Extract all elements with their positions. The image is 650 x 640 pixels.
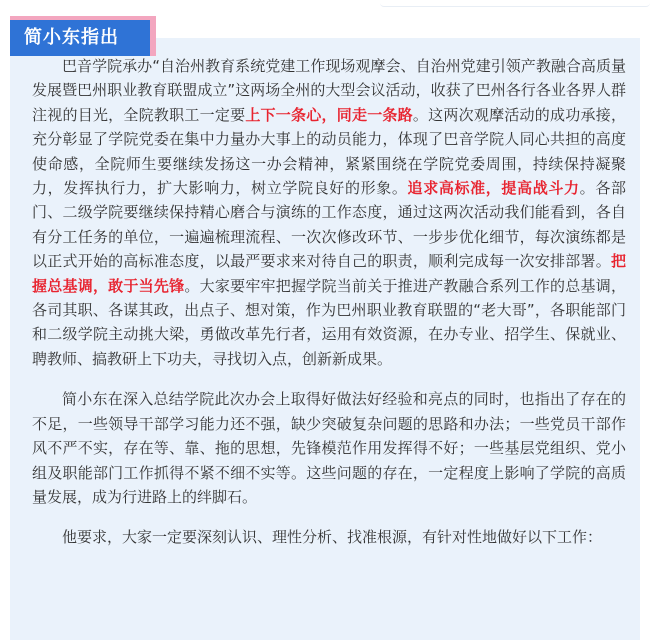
highlight-phrase-3: 把握总基调，敢于当先锋	[32, 252, 626, 295]
top-decoration-bar	[380, 0, 650, 7]
highlight-phrase-2: 追求高标准，提高战斗力	[407, 179, 580, 198]
article-panel	[10, 38, 640, 640]
section-tag-label: 简小东指出	[10, 20, 150, 56]
article-paragraph-2: 简小东在深入总结学院此次办会上取得好做法好经验和亮点的同时，也指出了存在的不足，一些领导干部学习能力还不强，缺少突破复杂问题的思路和办法；一些党员干部作风不严不实，存在等、靠、拖的思想，先锋模范作用发挥得不好；一些基层党组织、党小组及职能部门工作抓得不紧不细不实等。这些问题的存在，一定程度上影响了学院的高质量发展，成为行进路上的绊脚石。	[32, 390, 626, 506]
paragraph-text: 。大家要牢牢把握学院当前关于推进产教融合系列工作的总基调，各司其职、各谋其政，出点子、想对策，作为巴州职业教育联盟的“老大哥”，各职能部门和二级学院主动挑大梁，勇做改革先行者，运用有效资源，在办专业、招学生、保就业、聘教师、搞教研上下功夫，寻找切入点，创新新成果。	[32, 276, 626, 368]
paragraph-text: 。各部门、二级学院要继续保持精心磨合与演练的工作态度，通过这两次活动我们能看到，各自有分工任务的单位，一遍遍梳理流程、一次次修改环节、一步步优化细节，每次演练都是以正式开始的高标准态度，以最严要求来对待自己的职责，顺利完成每一次安排部署。	[32, 179, 626, 271]
paragraph-text: 巴音学院承办“自治州教育系统党建工作现场观摩会、自治州党建引领产教融合高质量发展暨巴州职业教育联盟成立”这两场全州的大型会议活动，收获了巴州各行各业各界人群注视的目光，全院教职工一定要	[32, 57, 626, 124]
article-paragraph-3: 他要求，大家一定要深刻认识、理性分析、找准根源，有针对性地做好以下工作：	[62, 528, 603, 547]
paragraph-text: 。这两次观摩活动的成功承接，充分彰显了学院党委在集中力量办大事上的动员能力，体现了巴音学院人同心共担的高度使命感，全院师生要继续发扬这一办会精神，紧紧围绕在学院党委周围，持续保持凝聚力，发挥执行力，扩大影响力，树立学院良好的形象。	[32, 105, 626, 198]
highlight-phrase-1: 上下一条心，同走一条路	[245, 105, 413, 124]
section-tag	[10, 16, 156, 56]
article-paragraph-1	[32, 54, 626, 371]
